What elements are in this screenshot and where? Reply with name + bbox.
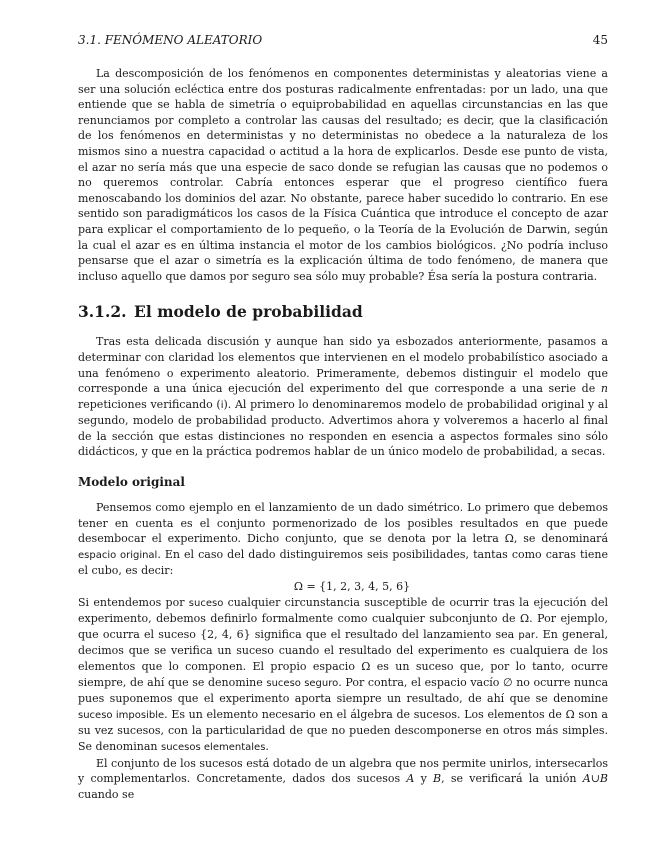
text-run: Pensemos como ejemplo en el lanzamiento de un dado simétrico. Lo primero que debemos tener en cuenta es el conjunto pormenorizado de los posibles resultados en que puede desembocar el experimento. Dicho conjunto, que se denota por la letra Ω, se denominará [78,501,608,546]
text-run: . Por contra, el espacio vacío ∅ no ocurre nunca pues suponemos que el experimento aporta siempre un resultado, de ahí que se denomine [78,675,609,706]
display-equation: Ω = {1, 2, 3, 4, 5, 6} [293,580,411,594]
paragraph-model [78,334,608,460]
text-run: cuando se [78,787,135,801]
term-par: par [518,629,535,641]
header-section-title: 3.1. FENÓMENO ALEATORIO [78,33,263,47]
text-run: y [414,772,434,786]
text-run: ). Al primero lo denominaremos modelo de probabilidad original y al segundo, modelo de probabilidad producto. Advertimos ahora y volveremos a hacerlo al final de la sección que estas distinciones no responden en esencia a aspectos formales sino sólo didácticos, y que en la práctica podremos hablar de un único modelo de probabilidad, a secas. [78,397,608,459]
subsection-heading: Modelo original [78,475,185,490]
text-run: cualquier circunstancia susceptible de ocurrir tras la ejecución del experimento, debemos definirlo formalmente como cualquier subconjunto de Ω. Por ejemplo, que ocurra el suceso {2, 4, 6} significa que el resultado del lanzamiento sea [78,595,608,641]
term-suceso: suceso [188,597,224,609]
body-text [78,66,608,802]
paragraph-algebra [78,756,608,803]
math-b: B [433,772,442,786]
running-header [78,33,608,47]
math-n: n [600,382,608,396]
term-suceso-seguro: suceso seguro [266,677,339,689]
section-heading [78,302,608,322]
text-run: . En general, decimos que se verifica un suceso cuando el resultado del experimento es cualquiera de los elementos que lo componen. El propio espacio Ω es un suceso que, por lo tanto, ocurre siempre, de ahí que se denomine [78,627,608,689]
term-espacio-original: espacio original [78,549,158,561]
text-run: , se verificará la unión [441,772,583,786]
text-run: . Es un elemento necesario en el álgebra de sucesos. Los elementos de Ω son a su vez sucesos, con la particularidad de que no pueden descomponerse en otros más simples. Se denominan [78,707,608,753]
paragraph-sucesos [78,595,608,756]
text-run: . [265,739,269,753]
paragraph-intro: La descomposición de los fenómenos en componentes deterministas y aleatorias viene a ser una solución ecléctica entre dos posturas radicalmente enfrentadas: por un lado, una que entiende que se habla de simetría o equiprobabilidad en aquellas circunstancias en las que renunciamos por completo a controlar las causas del resultado; es decir, que la clasificación de los fenómenos en deterministas y no deterministas no obedece a la naturaleza de los mismos sino a nuestra capacidad o actitud a la hora de explicarlos. Desde ese punto de vista, el azar no sería más que una especie de saco donde se refugian las causas que no podemos o no queremos controlar. Cabría entonces esperar que el progreso científico fuera menoscabando los dominios del azar. No obstante, parece haber sucedido lo contrario. En ese sentido son paradigmáticos los casos de la Física Cuántica que introduce el concepto de azar para explicar el comportamiento de lo pequeño, o la Teoría de la Evolución de Darwin, según la cual el azar es en última instancia el motor de los cambios biológicos. ¿No podría incluso pensarse que el azar o simetría es la explicación última de todo fenómeno, de manera que incluso aquello que damos por seguro sea sólo muy probable? Ésa sería la postura contraria. [78,67,608,283]
page-number: 45 [592,33,608,47]
term-suceso-imposible: suceso imposible [78,709,165,721]
text-run: Tras esta delicada discusión y aunque han sido ya esbozados anteriormente, pasamos a determinar con claridad los elementos que intervienen en el modelo probabilístico asociado a una fenómeno o experimento aleatorio. Primeramente, debemos distinguir el modelo que corresponde a una única ejecución del experimento del que corresponde a una serie de [78,335,608,396]
reference-i: i [220,399,224,411]
text-run: . En el caso del dado distinguiremos seis posibilidades, tantas como caras tiene el cubo, es decir: [78,547,608,578]
section-title: El modelo de probabilidad [134,302,363,322]
text-run: El conjunto de los sucesos está dotado de un algebra que nos permite unirlos, intersecarlos y complementarlos. Concretamente, dados dos sucesos [78,756,608,786]
math-a: A [406,772,415,786]
text-run: Si entendemos por [78,595,189,609]
section-number: 3.1.2. [78,302,127,322]
paragraph-dice [78,500,608,579]
text-run: repeticiones verificando ( [78,397,221,411]
term-sucesos-elementales: sucesos elementales [160,741,266,753]
math-union: A∪B [582,772,608,786]
